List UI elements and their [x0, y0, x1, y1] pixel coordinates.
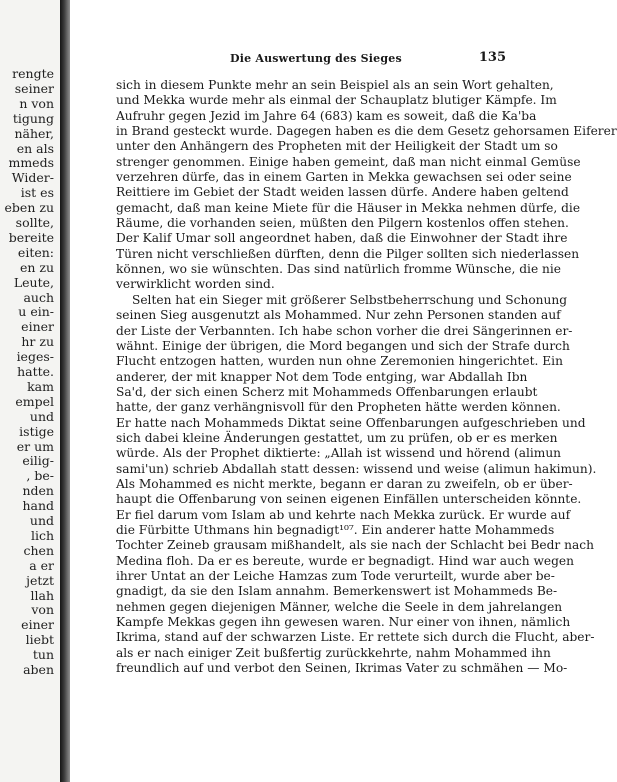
text-line: Aufruhr gegen Jezid im Jahre 64 (683) kam es soweit, daß die Ka'ba [116, 108, 537, 123]
text-line: nehmen gegen diejenigen Männer, welche die Seele in dem jahrelangen [116, 599, 563, 614]
facing-page-fragment: lich [30, 527, 54, 543]
text-line: sich in diesem Punkte mehr an sein Beispiel als an sein Wort gehalten, [116, 78, 554, 92]
facing-page-fragment: istige [19, 423, 54, 439]
text-line: als er nach einiger Zeit bußfertig zurückkehrte, nahm Mohammed ihn [116, 645, 551, 660]
text-line: Ikrima, stand auf der schwarzen Liste. Er rettete sich durch die Flucht, aber- [116, 630, 595, 645]
facing-page-fragment: hand [22, 498, 54, 514]
facing-page-edge [0, 0, 60, 782]
text-line: Er hatte nach Mohammeds Diktat seine Offenbarungen aufgeschrieben und [116, 415, 586, 430]
facing-page-fragment: eilig- [22, 453, 54, 469]
text-line: seinen Sieg ausgenutzt als Mohammed. Nur zehn Personen standen auf [116, 308, 561, 323]
facing-page-fragment: und [29, 513, 54, 528]
facing-page-fragment: bereite [8, 229, 54, 245]
facing-page-fragment: rengte [12, 66, 54, 81]
text-line: gnadigt, da sie den Islam annahm. Bemerkenswert ist Mohammeds Be- [116, 584, 558, 599]
facing-page-fragment: aben [23, 662, 54, 677]
text-line: strenger genommen. Einige haben gemeint, daß man nicht einmal Gemüse [116, 154, 581, 169]
facing-page-fragment: jetzt [26, 572, 54, 588]
text-line: würde. Als der Prophet diktierte: „Allah ist wissend und hörend (alimun [116, 446, 562, 461]
facing-page-fragment: Wider- [11, 170, 54, 186]
text-line: Er fiel darum vom Islam ab und kehrte nach Mekka zurück. Er wurde auf [116, 507, 571, 522]
facing-page-fragment: liebt [25, 632, 54, 648]
facing-page-fragment: en zu [19, 259, 54, 275]
text-line: Selten hat ein Sieger mit größerer Selbstbeherrschung und Schonung [132, 292, 568, 307]
facing-page-fragment: sollte, [15, 215, 54, 230]
book-page [70, 0, 617, 782]
text-line: Reittiere im Gebiet der Stadt weiden lassen dürfe. Andere haben geltend [116, 185, 569, 200]
facing-page-fragment: kam [27, 378, 54, 394]
facing-page-fragment: a er [29, 557, 54, 573]
facing-page-fragment: hatte. [17, 364, 54, 379]
text-line: Türen nicht verschließen dürften, denn die Pilger sollten sich niederlassen [116, 246, 580, 261]
running-head: Die Auswertung des Sieges [230, 52, 402, 65]
text-line: und Mekka wurde mehr als einmal der Schauplatz blutiger Kämpfe. Im [116, 93, 557, 108]
facing-page-fragment: ieges- [16, 349, 54, 365]
book-spine-gutter [60, 0, 70, 782]
text-line: Als Mohammed es nicht merkte, begann er daran zu zweifeln, ob er über- [116, 476, 573, 491]
facing-page-fragment: näher, [14, 125, 54, 141]
text-line: ihrer Untat an der Leiche Hamzas zum Tode verurteilt, wurde aber be- [116, 569, 555, 583]
facing-page-fragment: llah [30, 587, 54, 603]
facing-page-fragment: eben zu [4, 200, 54, 216]
facing-page-fragment: er um [16, 438, 54, 454]
facing-page-fragment: eiten: [17, 244, 54, 260]
text-line: verwirklicht worden sind. [116, 277, 275, 292]
facing-page-fragment: mmeds [8, 155, 54, 171]
text-line: Flucht entzogen hatten, wurden nun ohne Zeremonien hingerichtet. Ein [116, 354, 563, 369]
facing-page-fragment: nden [22, 483, 54, 499]
text-line: Medina floh. Da er es bereute, wurde er begnadigt. Hind war auch wegen [116, 553, 574, 568]
text-line: anderer, der mit knapper Not dem Tode entging, war Abdallah Ibn [116, 369, 528, 384]
facing-page-fragment: chen [23, 542, 54, 558]
text-line: Tochter Zeineb grausam mißhandelt, als sie nach der Schlacht bei Bedr nach [116, 538, 594, 553]
page-header [70, 50, 576, 70]
facing-page-fragment: tigung [12, 110, 54, 126]
text-line: verzehren dürfe, das in einem Garten in Mekka gewachsen sei oder seine [116, 170, 572, 185]
text-line: können, wo sie wünschten. Das sind natürlich fromme Wünsche, die nie [116, 262, 561, 277]
facing-page-fragment: auch [23, 289, 54, 305]
text-line: hatte, der ganz verhängnisvoll für den Propheten hätte werden können. [116, 400, 561, 415]
text-line: sami'un) schrieb Abdallah statt dessen: wissend und weise (alimun hakimun). [116, 461, 597, 476]
text-line: wähnt. Einige der übrigen, die Mord begangen und sich der Strafe durch [116, 338, 570, 353]
text-line: in Brand gesteckt wurde. Dagegen haben es die dem Gesetz gehorsamen Eiferer [116, 124, 617, 139]
facing-page-fragment: Leute, [13, 274, 54, 290]
text-line: der Liste der Verbannten. Ich habe schon vorher die drei Sängerinnen er- [116, 323, 573, 338]
page-number: 135 [478, 50, 506, 65]
facing-page-fragment: n von [19, 95, 54, 111]
facing-page-fragment: ist es [20, 185, 54, 201]
facing-page-fragment: einer [21, 319, 54, 335]
text-line: Sa'd, der sich einen Scherz mit Mohammeds Offenbarungen erlaubt [116, 384, 538, 399]
facing-page-fragment: en als [16, 140, 54, 156]
facing-page-fragment: empel [15, 393, 54, 409]
facing-page-fragment: einer [21, 617, 54, 633]
facing-page-fragment: hr zu [21, 334, 54, 350]
facing-page-fragment: tun [32, 647, 54, 663]
facing-page-fragment: und [29, 408, 54, 424]
facing-page-fragment: u ein- [18, 304, 54, 320]
text-line: die Fürbitte Uthmans hin begnadigt¹⁰⁷. Ein anderer hatte Mohammeds [116, 522, 555, 537]
text-line: Der Kalif Umar soll angeordnet haben, daß die Einwohner der Stadt ihre [116, 231, 568, 246]
text-line: haupt die Offenbarung von seinen eigenen Einfällen unterscheiden könnte. [116, 492, 582, 507]
body-text [116, 78, 617, 676]
text-line: gemacht, daß man keine Miete für die Häuser in Mekka nehmen dürfe, die [116, 200, 581, 215]
text-line: Kampfe Mekkas gegen ihn gewesen waren. Nur einer von ihnen, nämlich [116, 615, 571, 630]
facing-page-fragment: seiner [14, 80, 54, 96]
facing-page-fragment: , be- [26, 468, 54, 484]
facing-page-fragment: von [31, 602, 54, 618]
text-line: sich dabei kleine Änderungen gestattet, um zu prüfen, ob er es merken [116, 430, 558, 445]
text-line: freundlich auf und verbot den Seinen, Ikrimas Vater zu schmähen — Mo- [116, 661, 568, 676]
text-line: unter den Anhängern des Propheten mit der Heiligkeit der Stadt um so [116, 139, 558, 154]
text-line: Räume, die vorhanden seien, müßten den Pilgern kostenlos offen stehen. [116, 216, 569, 231]
